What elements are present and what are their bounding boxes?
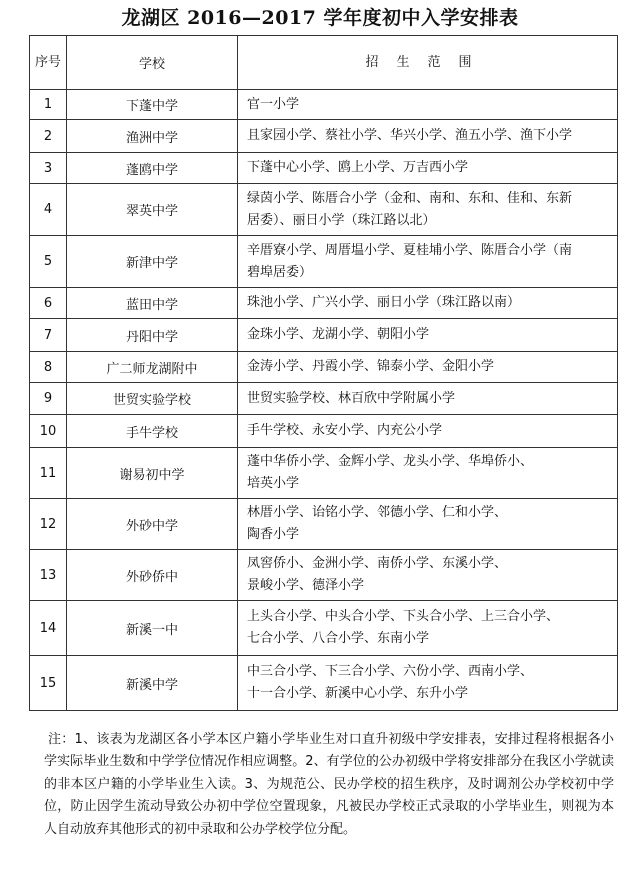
range-line: 金涛小学、丹霞小学、锦泰小学、金阳小学 — [247, 359, 495, 374]
enrollment-range — [238, 415, 618, 448]
header-no-label: 序号 — [34, 54, 61, 70]
table-body — [30, 90, 618, 711]
row-number: 10 — [30, 415, 67, 448]
footnote: 注：1、该表为龙湖区各小学本区户籍小学毕业生对口直升初级中学安排表，安排过程将根据各小学实际毕业生数和中学学位情况作相应调整。2、有学位的公办初级中学将安排部分在我区小学就读的非本区户籍的小学毕业生入读。3、为规范公、民办学校的招生秩序，及时调剂公办学校初中学位，防止因学生流动导致公办初中学位空置现象，凡被民办学校正式录取的小学毕业生，则视为本人自动放弃其他形式的初中录取和公办学校学位分配。 — [44, 732, 614, 837]
row-number: 5 — [30, 236, 67, 288]
range-line: 蓬中华侨小学、金辉小学、龙头小学、华埠侨小、 — [247, 454, 534, 469]
range-line: 陶香小学 — [247, 527, 300, 542]
row-number: 11 — [30, 448, 67, 499]
range-line: 世贸实验学校、林百欣中学附属小学 — [247, 390, 456, 406]
range-line: 林厝小学、诒铭小学、邻德小学、仁和小学、 — [247, 505, 508, 520]
school-name: 谢易初中学 — [67, 448, 238, 499]
school-name: 世贸实验学校 — [67, 383, 238, 415]
range-line: 官一小学 — [247, 96, 300, 112]
school-name: 下蓬中学 — [67, 90, 238, 120]
enrollment-range — [238, 601, 618, 656]
enrollment-range — [238, 499, 618, 550]
school-name: 新溪中学 — [67, 656, 238, 711]
enrollment-range — [238, 120, 618, 153]
row-number: 14 — [30, 601, 67, 656]
row-number: 6 — [30, 288, 67, 319]
header-school: 学校 — [67, 36, 238, 90]
range-line: 景峻小学、德泽小学 — [247, 578, 365, 593]
table-row — [30, 236, 618, 288]
page-title: 龙湖区 2016—2017 学年度初中入学安排表 — [121, 7, 519, 29]
row-number: 15 — [30, 656, 67, 711]
school-name: 丹阳中学 — [67, 319, 238, 352]
range-line: 凤窖侨小、金洲小学、南侨小学、东溪小学、 — [247, 556, 508, 571]
school-name: 翠英中学 — [67, 184, 238, 236]
enrollment-range — [238, 153, 618, 184]
table-row — [30, 120, 618, 153]
enrollment-range — [238, 184, 618, 236]
range-line: 中三合小学、下三合小学、六份小学、西南小学、 — [247, 664, 534, 679]
range-line: 珠池小学、广兴小学、丽日小学（珠江路以南） — [247, 295, 521, 310]
table-row — [30, 90, 618, 120]
table-row — [30, 153, 618, 184]
school-name: 蓬鸥中学 — [67, 153, 238, 184]
table-row — [30, 448, 618, 499]
header-range: 招生范围 — [238, 36, 618, 90]
range-line: 碧埠居委） — [247, 264, 313, 280]
row-number: 9 — [30, 383, 67, 415]
range-line: 且家园小学、蔡社小学、华兴小学、渔五小学、渔下小学 — [247, 128, 573, 143]
table-row — [30, 415, 618, 448]
enrollment-range — [238, 90, 618, 120]
range-line: 十一合小学、新溪中心小学、东升小学 — [247, 686, 469, 701]
table-row — [30, 288, 618, 319]
range-line: 居委）、丽日小学（珠江路以北） — [247, 212, 436, 228]
row-number: 2 — [30, 120, 67, 153]
range-line: 手牛学校、永安小学、内充公小学 — [247, 423, 443, 438]
table-header-row — [30, 36, 618, 90]
header-no — [30, 36, 67, 90]
table-row — [30, 601, 618, 656]
table-row — [30, 184, 618, 236]
school-name: 渔洲中学 — [67, 120, 238, 153]
school-name: 广二师龙湖附中 — [67, 352, 238, 383]
table-row — [30, 319, 618, 352]
range-line: 下蓬中心小学、鸥上小学、万吉西小学 — [247, 160, 469, 175]
school-name: 手牛学校 — [67, 415, 238, 448]
range-line: 七合小学、八合小学、东南小学 — [247, 631, 430, 646]
enrollment-range — [238, 236, 618, 288]
range-line: 绿茵小学、陈厝合小学（金和、南和、东和、佳和、东新 — [247, 190, 573, 206]
table-row — [30, 499, 618, 550]
school-name: 新溪一中 — [67, 601, 238, 656]
enrollment-range — [238, 656, 618, 711]
range-line: 金珠小学、龙湖小学、朝阳小学 — [247, 327, 430, 342]
enrollment-range — [238, 550, 618, 601]
row-number: 3 — [30, 153, 67, 184]
enrollment-range — [238, 383, 618, 415]
enrollment-range — [238, 319, 618, 352]
school-name: 新津中学 — [67, 236, 238, 288]
school-name: 蓝田中学 — [67, 288, 238, 319]
school-name: 外砂中学 — [67, 499, 238, 550]
table-row — [30, 383, 618, 415]
row-number: 1 — [30, 90, 67, 120]
range-line: 上头合小学、中头合小学、下头合小学、上三合小学、 — [247, 609, 560, 624]
table-row — [30, 352, 618, 383]
table-row — [30, 550, 618, 601]
row-number: 4 — [30, 184, 67, 236]
enrollment-range — [238, 352, 618, 383]
range-line: 辛厝寮小学、周厝塭小学、夏桂埔小学、陈厝合小学（南 — [247, 242, 573, 258]
enrollment-table — [29, 35, 618, 711]
row-number: 13 — [30, 550, 67, 601]
enrollment-range — [238, 448, 618, 499]
table-row — [30, 656, 618, 711]
row-number: 7 — [30, 319, 67, 352]
row-number: 8 — [30, 352, 67, 383]
enrollment-range — [238, 288, 618, 319]
school-name: 外砂侨中 — [67, 550, 238, 601]
row-number: 12 — [30, 499, 67, 550]
range-line: 培英小学 — [247, 476, 300, 491]
